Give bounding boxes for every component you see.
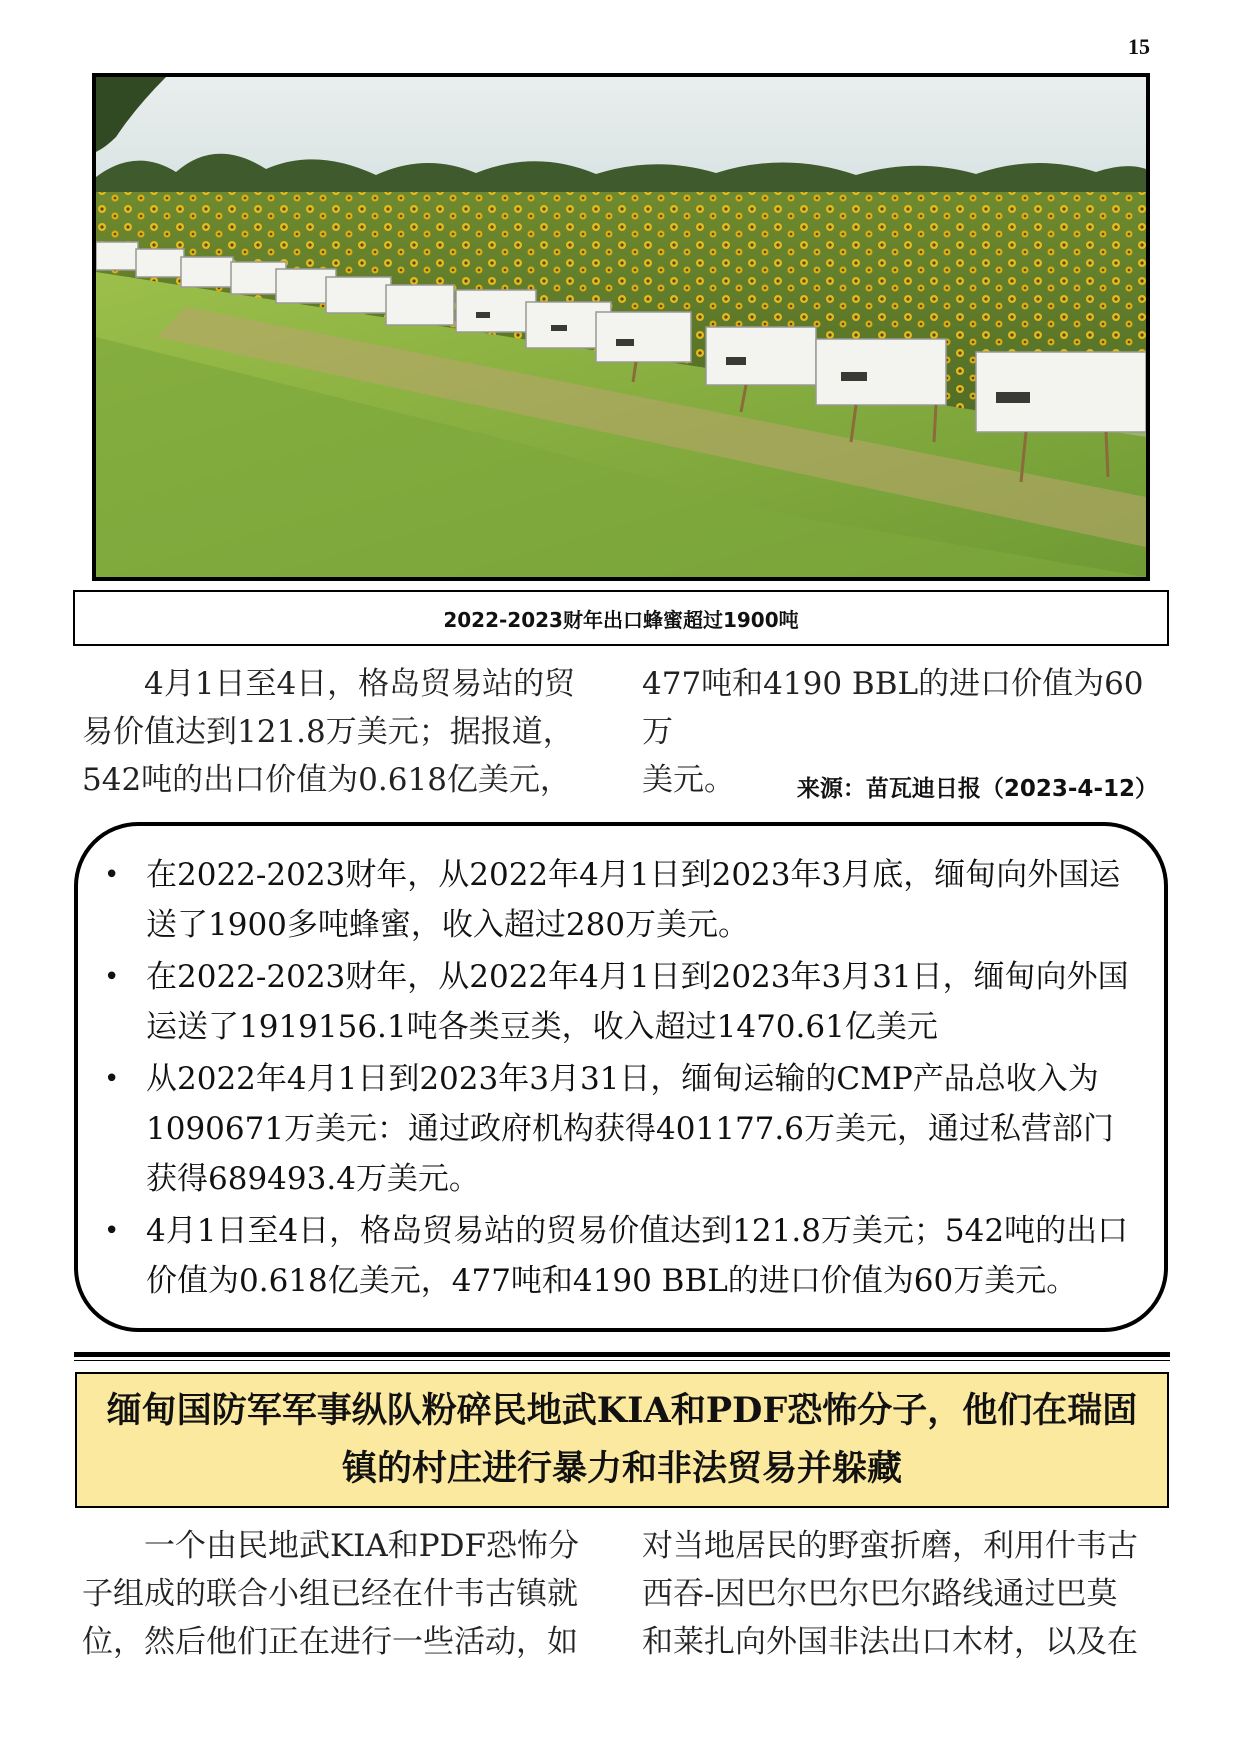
article1-left-column — [82, 660, 602, 804]
article1-left-line: 易价值达到121.8万美元；据报道， — [82, 714, 574, 750]
article2-left-line: 子组成的联合小组已经在什韦古镇就 — [82, 1576, 578, 1612]
summary-item-text: 在2022-2023财年，从2022年4月1日到2023年3月底，缅甸向外国运送了1900多吨蜂蜜，收入超过280万美元。 — [146, 857, 1121, 943]
summary-item-text: 4月1日至4日，格岛贸易站的贸易价值达到121.8万美元；542吨的出口价值为0.618亿美元，477吨和4190 BBL的进口价值为60万美元。 — [146, 1213, 1129, 1299]
bullet-icon: • — [104, 860, 120, 890]
photo-caption: 2022-2023财年出口蜂蜜超过1900吨 — [73, 590, 1169, 646]
beehive — [456, 290, 536, 332]
summary-list — [104, 850, 1136, 1306]
summary-item-text: 从2022年4月1日到2023年3月31日，缅甸运输的CMP产品总收入为1090671万美元：通过政府机构获得401177.6万美元，通过私营部门获得689493.4万美元。 — [146, 1061, 1114, 1197]
beehive — [326, 277, 391, 313]
bullet-icon: • — [104, 1216, 120, 1246]
summary-item-text: 在2022-2023财年，从2022年4月1日到2023年3月31日，缅甸向外国运送了1919156.1吨各类豆类，收入超过1470.61亿美元 — [146, 959, 1129, 1045]
article2-headline: 缅甸国防军军事纵队粉碎民地武KIA和PDF恐怖分子，他们在瑞固镇的村庄进行暴力和非法贸易并躲藏 — [75, 1372, 1169, 1508]
article2-right-line: 和莱扎向外国非法出口木材，以及在 — [642, 1624, 1138, 1660]
article1-right-line: 477吨和4190 BBL的进口价值为60万 — [642, 666, 1144, 750]
beehive-sunflower-photo — [92, 73, 1150, 581]
article2-left-column — [82, 1522, 602, 1666]
section-divider — [74, 1352, 1170, 1357]
beehive — [706, 327, 816, 385]
summary-item — [104, 952, 1136, 1052]
article2-right-line: 对当地居民的野蛮折磨，利用什韦古 — [642, 1528, 1138, 1564]
bullet-icon: • — [104, 1064, 120, 1094]
section-divider-thin — [74, 1360, 1170, 1361]
beehive — [386, 285, 454, 325]
article2-right-line: 西吞-因巴尔巴尔巴尔路线通过巴莫 — [642, 1576, 1118, 1612]
article1-source: 来源：苗瓦迪日报（2023-4-12） — [796, 776, 1158, 802]
article2-right-column — [642, 1522, 1162, 1666]
photo-illustration — [96, 77, 1146, 577]
summary-item — [104, 1206, 1136, 1306]
article1-left-line: 4月1日至4日，格岛贸易站的贸 — [144, 666, 576, 702]
article1-right-line: 美元。 — [642, 762, 735, 798]
summary-item — [104, 1054, 1136, 1204]
summary-item — [104, 850, 1136, 950]
beehive — [816, 339, 946, 405]
article2-left-line: 位，然后他们正在进行一些活动，如 — [82, 1624, 578, 1660]
beehive — [96, 242, 138, 270]
bullet-icon: • — [104, 962, 120, 992]
article2-left-line: 一个由民地武KIA和PDF恐怖分 — [144, 1528, 580, 1564]
page-number: 15 — [1128, 34, 1150, 59]
article1-left-line: 542吨的出口价值为0.618亿美元， — [82, 762, 571, 798]
summary-box — [74, 822, 1168, 1332]
beehive — [596, 312, 691, 362]
beehive — [136, 249, 184, 277]
beehive — [181, 257, 233, 287]
